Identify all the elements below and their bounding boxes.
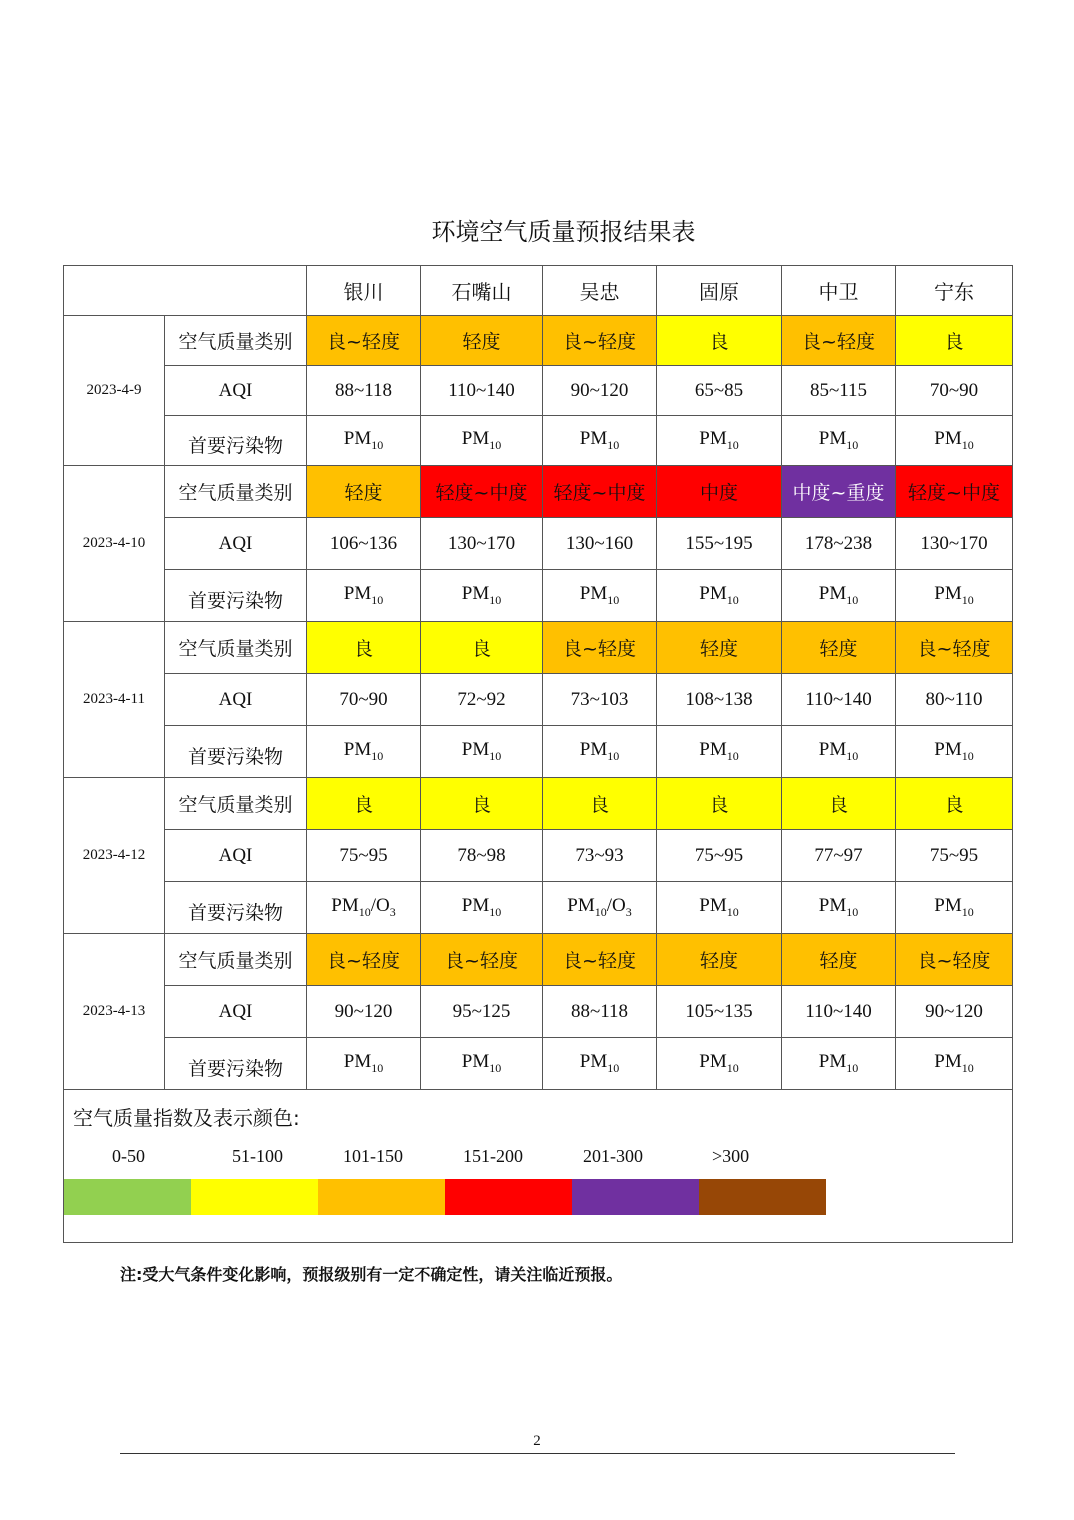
aqi-cell: 75~95 (896, 830, 1013, 882)
pollutant-cell (543, 882, 657, 934)
page-title: 环境空气质量预报结果表 (431, 218, 696, 246)
pollutant-subscript: 10 (726, 1060, 739, 1075)
row-label-pollutant: 首要污染物 (165, 570, 307, 622)
pollutant-subscript: 10 (371, 437, 384, 452)
pollutant-name: PM (818, 1051, 847, 1073)
aqi-cell: 90~120 (896, 986, 1013, 1038)
pollutant-name: PM (579, 739, 608, 761)
legend-range-label: 101-150 (343, 1146, 403, 1166)
row-label-pollutant: 首要污染物 (165, 726, 307, 778)
pollutant-name: PM (343, 739, 372, 761)
pollutant-cell (421, 726, 543, 778)
category-row (64, 622, 1013, 674)
pollutant-name: PM (331, 895, 359, 917)
date-cell: 2023-4-11 (64, 622, 165, 778)
pollutant-cell (782, 570, 896, 622)
legend-range-label: 0-50 (112, 1146, 145, 1166)
pollutant-cell (896, 882, 1013, 934)
row-label-aqi: AQI (165, 674, 307, 726)
aqi-cell: 75~95 (657, 830, 782, 882)
aqi-cell: 106~136 (307, 518, 421, 570)
pollutant-name: PM (818, 739, 847, 761)
pollutant-name: PM (934, 895, 962, 917)
pollutant-name: PM (579, 583, 608, 605)
pollutant-cell (307, 416, 421, 466)
pollutant-subscript: 10 (846, 1060, 859, 1075)
pollutant-subscript: 10 (607, 437, 620, 452)
pollutant-cell (896, 416, 1013, 466)
pollutant-cell (543, 726, 657, 778)
legend-color-swatch (191, 1179, 318, 1215)
pollutant-subscript: 10 (371, 592, 384, 607)
row-label-aqi: AQI (165, 518, 307, 570)
category-cell: 轻度 (657, 622, 782, 674)
pollutant-name: PM (934, 583, 962, 605)
aqi-cell: 70~90 (896, 366, 1013, 416)
header-city-wuzhong: 吴忠 (543, 266, 657, 316)
category-cell: 良~轻度 (896, 622, 1013, 674)
page-number: 2 (533, 1433, 541, 1449)
aqi-cell: 110~140 (782, 986, 896, 1038)
pollutant-cell (307, 882, 421, 934)
pollutant-cell (543, 1038, 657, 1090)
pollutant-row (64, 570, 1013, 622)
category-cell: 良 (421, 622, 543, 674)
category-cell: 轻度 (782, 622, 896, 674)
pollutant-cell (896, 726, 1013, 778)
legend-range-label: 51-100 (232, 1146, 283, 1166)
category-cell: 良 (782, 778, 896, 830)
pollutant-subscript: 10 (846, 592, 859, 607)
pollutant-cell (782, 416, 896, 466)
category-cell: 轻度~中度 (896, 466, 1013, 518)
pollutant-subscript: 10 (371, 1060, 384, 1075)
category-cell: 良 (657, 778, 782, 830)
pollutant-subscript: 10 (607, 1060, 620, 1075)
pollutant-row (64, 882, 1013, 934)
pollutant-cell (307, 726, 421, 778)
aqi-cell: 73~93 (543, 830, 657, 882)
pollutant-subscript: 10 (961, 748, 974, 763)
pollutant-cell (543, 416, 657, 466)
header-city-ningdong: 宁东 (896, 266, 1013, 316)
row-label-category: 空气质量类别 (165, 778, 307, 830)
pollutant-cell (421, 416, 543, 466)
pollutant-name: PM (818, 895, 847, 917)
pollutant-subscript: 10 (489, 437, 502, 452)
pollutant-subscript: 10 (961, 1060, 974, 1075)
pollutant-name: PM (699, 583, 727, 605)
aqi-cell: 90~120 (543, 366, 657, 416)
legend-range-label: >300 (712, 1146, 750, 1166)
pollutant-cell (307, 570, 421, 622)
pollutant-name: PM (461, 428, 490, 450)
pollutant-subscript: 10 (961, 437, 974, 452)
category-cell: 良~轻度 (896, 934, 1013, 986)
pollutant-name: PM (343, 1051, 372, 1073)
pollutant-name: PM (699, 739, 727, 761)
legend-color-swatch (572, 1179, 699, 1215)
pollutant-subscript: 10 (961, 904, 974, 919)
pollutant-subscript: 10 (489, 592, 502, 607)
pollutant-subscript: 10 (846, 904, 859, 919)
aqi-cell: 95~125 (421, 986, 543, 1038)
aqi-row (64, 518, 1013, 570)
row-label-category: 空气质量类别 (165, 622, 307, 674)
pollutant-secondary: /O (606, 895, 626, 917)
pollutant-cell (782, 726, 896, 778)
aqi-cell: 88~118 (543, 986, 657, 1038)
category-cell: 良 (421, 778, 543, 830)
pollutant-subscript: 10 (489, 748, 502, 763)
forecast-table (63, 265, 1013, 1243)
pollutant-name: PM (461, 739, 490, 761)
pollutant-name: PM (934, 428, 962, 450)
row-label-aqi: AQI (165, 830, 307, 882)
aqi-cell: 130~170 (896, 518, 1013, 570)
pollutant-name: PM (567, 895, 595, 917)
category-cell: 良 (307, 622, 421, 674)
category-cell: 良~轻度 (543, 622, 657, 674)
pollutant-cell (657, 570, 782, 622)
category-cell: 轻度 (657, 934, 782, 986)
pollutant-subscript: 10 (846, 748, 859, 763)
category-cell: 中度~重度 (782, 466, 896, 518)
pollutant-subscript: 10 (726, 437, 739, 452)
pollutant-name: PM (461, 895, 490, 917)
aqi-cell: 88~118 (307, 366, 421, 416)
aqi-cell: 110~140 (782, 674, 896, 726)
row-label-aqi: AQI (165, 366, 307, 416)
pollutant-subscript: 10 (371, 748, 384, 763)
date-cell: 2023-4-9 (64, 316, 165, 466)
aqi-row (64, 674, 1013, 726)
category-cell: 中度 (657, 466, 782, 518)
pollutant-cell (657, 416, 782, 466)
legend-cell (64, 1090, 1013, 1243)
category-row (64, 466, 1013, 518)
aqi-row (64, 986, 1013, 1038)
pollutant-subscript: 10 (726, 904, 739, 919)
pollutant-subscript: 10 (726, 748, 739, 763)
category-cell: 良~轻度 (543, 934, 657, 986)
legend-range-label: 201-300 (583, 1146, 643, 1166)
pollutant-cell (782, 882, 896, 934)
pollutant-row (64, 416, 1013, 466)
pollutant-cell (543, 570, 657, 622)
category-cell: 良~轻度 (307, 934, 421, 986)
pollutant-subscript: 10 (961, 592, 974, 607)
pollutant-secondary: /O (370, 895, 390, 917)
row-label-category: 空气质量类别 (165, 316, 307, 366)
pollutant-name: PM (579, 1051, 608, 1073)
aqi-row (64, 830, 1013, 882)
aqi-cell: 90~120 (307, 986, 421, 1038)
pollutant-subscript: 10 (726, 592, 739, 607)
pollutant-cell (896, 570, 1013, 622)
aqi-cell: 178~238 (782, 518, 896, 570)
pollutant-name: PM (818, 428, 847, 450)
pollutant-cell (421, 1038, 543, 1090)
category-cell: 良~轻度 (421, 934, 543, 986)
category-cell: 良 (307, 778, 421, 830)
category-cell: 良~轻度 (307, 316, 421, 366)
row-label-pollutant: 首要污染物 (165, 882, 307, 934)
pollutant-cell (896, 1038, 1013, 1090)
date-cell: 2023-4-12 (64, 778, 165, 934)
row-label-category: 空气质量类别 (165, 466, 307, 518)
pollutant-name: PM (699, 895, 727, 917)
aqi-cell: 105~135 (657, 986, 782, 1038)
pollutant-subscript: 10 (489, 1060, 502, 1075)
header-corner-cell (64, 266, 307, 316)
category-cell: 良 (896, 778, 1013, 830)
pollutant-secondary-subscript: 3 (625, 904, 632, 919)
category-row (64, 316, 1013, 366)
pollutant-name: PM (934, 1051, 962, 1073)
row-label-aqi: AQI (165, 986, 307, 1038)
aqi-cell: 78~98 (421, 830, 543, 882)
pollutant-cell (421, 882, 543, 934)
category-row (64, 934, 1013, 986)
pollutant-name: PM (934, 739, 962, 761)
category-cell: 轻度~中度 (421, 466, 543, 518)
header-city-shizuishan: 石嘴山 (421, 266, 543, 316)
aqi-row (64, 366, 1013, 416)
pollutant-subscript: 10 (358, 904, 371, 919)
pollutant-subscript: 10 (607, 748, 620, 763)
row-label-category: 空气质量类别 (165, 934, 307, 986)
header-city-zhongwei: 中卫 (782, 266, 896, 316)
category-cell: 轻度 (421, 316, 543, 366)
pollutant-cell (421, 570, 543, 622)
category-cell: 良 (896, 316, 1013, 366)
pollutant-cell (657, 882, 782, 934)
category-cell: 良 (543, 778, 657, 830)
aqi-cell: 70~90 (307, 674, 421, 726)
legend-row (64, 1090, 1013, 1243)
legend-color-swatch (445, 1179, 572, 1215)
legend-range-label: 151-200 (463, 1146, 523, 1166)
legend-color-swatch (699, 1179, 826, 1215)
footnote: 注:受大气条件变化影响，预报级别有一定不确定性，请关注临近预报。 (120, 1265, 623, 1284)
pollutant-name: PM (343, 428, 372, 450)
pollutant-subscript: 10 (594, 904, 607, 919)
pollutant-row (64, 726, 1013, 778)
date-cell: 2023-4-13 (64, 934, 165, 1090)
aqi-cell: 155~195 (657, 518, 782, 570)
aqi-cell: 72~92 (421, 674, 543, 726)
pollutant-row (64, 1038, 1013, 1090)
pollutant-cell (657, 726, 782, 778)
row-label-pollutant: 首要污染物 (165, 1038, 307, 1090)
header-row (64, 266, 1013, 316)
aqi-cell: 110~140 (421, 366, 543, 416)
pollutant-subscript: 10 (846, 437, 859, 452)
footer-rule (120, 1453, 955, 1454)
legend-color-swatch (318, 1179, 445, 1215)
category-cell: 轻度 (782, 934, 896, 986)
aqi-cell: 85~115 (782, 366, 896, 416)
aqi-cell: 130~170 (421, 518, 543, 570)
aqi-cell: 77~97 (782, 830, 896, 882)
pollutant-secondary-subscript: 3 (389, 904, 396, 919)
aqi-cell: 73~103 (543, 674, 657, 726)
header-city-guyuan: 固原 (657, 266, 782, 316)
pollutant-name: PM (818, 583, 847, 605)
header-city-yinchuan: 银川 (307, 266, 421, 316)
pollutant-subscript: 10 (489, 904, 502, 919)
aqi-cell: 80~110 (896, 674, 1013, 726)
category-cell: 轻度 (307, 466, 421, 518)
pollutant-name: PM (461, 583, 490, 605)
pollutant-cell (657, 1038, 782, 1090)
pollutant-name: PM (579, 428, 608, 450)
category-cell: 良~轻度 (782, 316, 896, 366)
aqi-cell: 65~85 (657, 366, 782, 416)
pollutant-name: PM (461, 1051, 490, 1073)
pollutant-subscript: 10 (607, 592, 620, 607)
date-cell: 2023-4-10 (64, 466, 165, 622)
aqi-cell: 130~160 (543, 518, 657, 570)
legend-title: 空气质量指数及表示颜色: (73, 1106, 300, 1130)
category-cell: 良~轻度 (543, 316, 657, 366)
row-label-pollutant: 首要污染物 (165, 416, 307, 466)
aqi-cell: 108~138 (657, 674, 782, 726)
category-cell: 良 (657, 316, 782, 366)
pollutant-cell (307, 1038, 421, 1090)
pollutant-cell (782, 1038, 896, 1090)
aqi-cell: 75~95 (307, 830, 421, 882)
pollutant-name: PM (343, 583, 372, 605)
pollutant-name: PM (699, 428, 727, 450)
pollutant-name: PM (699, 1051, 727, 1073)
category-cell: 轻度~中度 (543, 466, 657, 518)
category-row (64, 778, 1013, 830)
legend-color-swatch (64, 1179, 191, 1215)
